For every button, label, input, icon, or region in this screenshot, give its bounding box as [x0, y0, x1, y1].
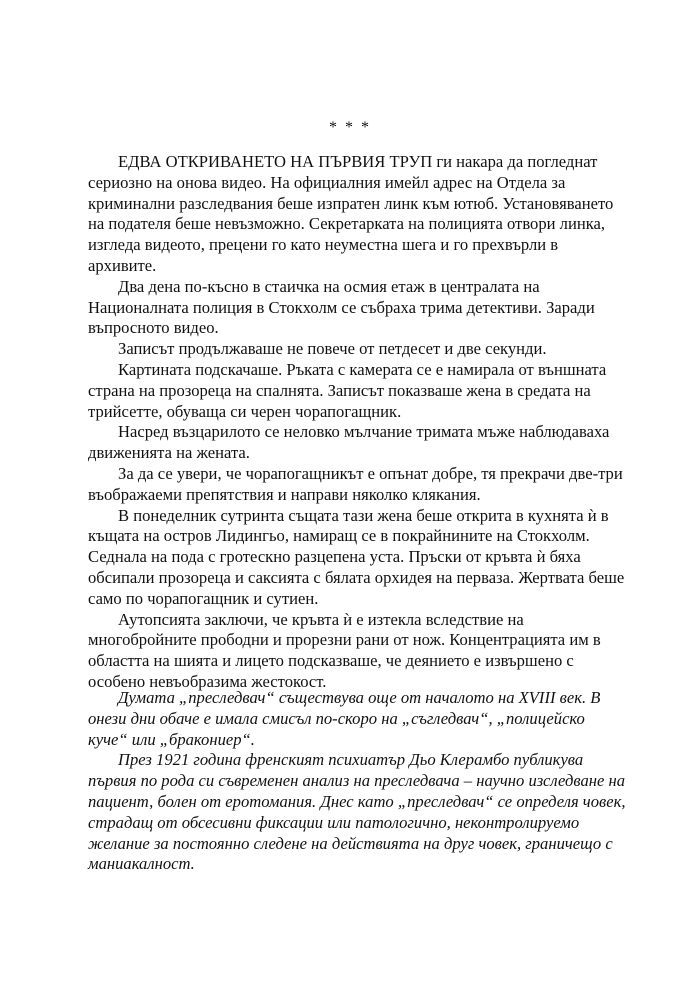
main-text — [88, 152, 628, 693]
paragraph: За да се увери, че чорапогащникът е опънат добре, тя прекрачи две-три въображаеми препятствия и направи няколко клякания. — [88, 463, 623, 504]
paragraph: Аутопсията заключи, че кръвта ѝ е изтекла вследствие на многобройните прободни и прорезни рани от нож. Концентрацията им в областта на шията и лицето подсказваше, че деянието е извършено с особено невъобразима жестокост. — [88, 609, 601, 691]
italic-note — [88, 688, 628, 875]
note-paragraph: През 1921 година френският психиатър Дьо Клерамбо публикува първия по рода си съвременен анализ на преследвача – научно изследване на пациент, болен от еротомания. Днес като „преследвач“ се определя човек, страдащ от обсесивни фиксации или патологично, неконтролируемо желание за постоянно следене на действията на друг човек, граничещо с маниакалност. — [88, 750, 626, 874]
paragraph: Два дена по-късно в стаичка на осмия етаж в централата на Националната полиция в Стокхолм се събраха трима детективи. Заради въпросното видео. — [88, 276, 595, 338]
section-separator: * * * — [329, 119, 371, 136]
paragraph: В понеделник сутринта същата тази жена беше открита в кухнята ѝ в къщата на остров Лидингьо, намиращ се в покрайнините на Стокхолм. Седнала на пода с гротескно разцепена уста. Пръски от кръвта ѝ бяха обсипали прозореца и саксията с бялата орхидея на перваза. Жертвата беше само по чорапогащник и сутиен. — [88, 505, 625, 608]
paragraph: Картината подскачаше. Ръката с камерата се е намирала от външната страна на прозореца на спалнята. Записът показваше жена в средата на трийсетте, обуваща си черен чорапогащник. — [88, 359, 607, 421]
paragraph: Записът продължаваше не повече от петдесет и две секунди. — [118, 339, 547, 359]
paragraph: ЕДВА ОТКРИВАНЕТО НА ПЪРВИЯ ТРУП ги накара да погледнат сериозно на онова видео. На официалния имейл адрес на Отдела за криминални разследвания беше изпратен линк към ютюб. Установяването на подателя беше невъзможно. Секретарката на полицията отвори линка, изгледа видеото, прецени го като неуместна шега и го прехвърли в архивите. — [88, 152, 614, 275]
paragraph: Насред възцарилото се неловко мълчание тримата мъже наблюдаваха движенията на жената. — [88, 422, 610, 463]
note-paragraph: Думата „преследвач“ съществува още от началото на XVIII век. В онези дни обаче е имала смисъл по-скоро на „съгледвач“, „полицейско куче“ или „бракониер“. — [88, 688, 601, 749]
